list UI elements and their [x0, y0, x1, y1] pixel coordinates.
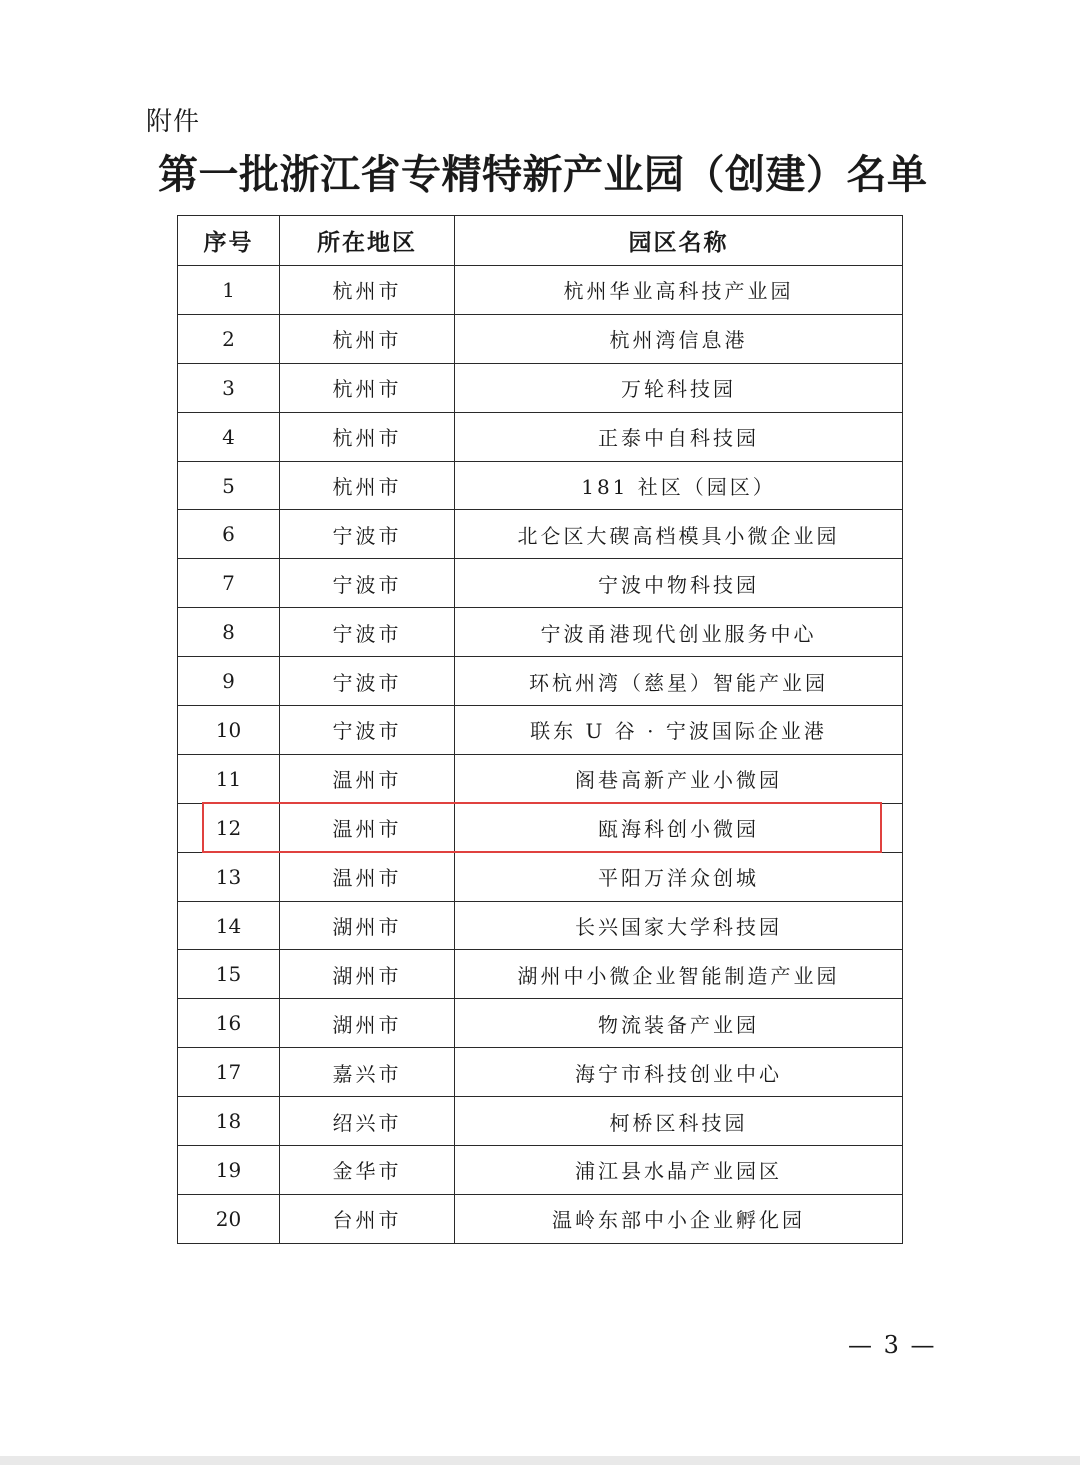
cell-region: 杭州市: [280, 266, 455, 315]
cell-region: 杭州市: [280, 461, 455, 510]
cell-park-name: 瓯海科创小微园: [455, 803, 903, 852]
cell-serial-number: 13: [178, 852, 280, 901]
table-row: [178, 1146, 903, 1195]
cell-serial-number: 11: [178, 754, 280, 803]
cell-serial-number: 15: [178, 950, 280, 999]
cell-park-name: 长兴国家大学科技园: [455, 901, 903, 950]
cell-park-name: 万轮科技园: [455, 363, 903, 412]
cell-region: 宁波市: [280, 706, 455, 755]
table-row: [178, 412, 903, 461]
cell-region: 宁波市: [280, 510, 455, 559]
cell-region: 湖州市: [280, 901, 455, 950]
cell-park-name: 联东 U 谷 · 宁波国际企业港: [455, 706, 903, 755]
cell-region: 宁波市: [280, 657, 455, 706]
cell-serial-number: 9: [178, 657, 280, 706]
cell-park-name: 湖州中小微企业智能制造产业园: [455, 950, 903, 999]
table-row: [178, 608, 903, 657]
header-region: 所在地区: [280, 216, 455, 266]
industrial-park-table: [177, 215, 903, 1244]
table-row: [178, 901, 903, 950]
cell-serial-number: 20: [178, 1194, 280, 1243]
attachment-label: 附件: [146, 107, 201, 137]
cell-park-name: 温岭东部中小企业孵化园: [455, 1194, 903, 1243]
table-row: [178, 266, 903, 315]
table-row: [178, 510, 903, 559]
cell-serial-number: 5: [178, 461, 280, 510]
cell-serial-number: 10: [178, 706, 280, 755]
cell-region: 温州市: [280, 803, 455, 852]
cell-serial-number: 4: [178, 412, 280, 461]
cell-park-name: 宁波甬港现代创业服务中心: [455, 608, 903, 657]
cell-region: 宁波市: [280, 559, 455, 608]
cell-serial-number: 6: [178, 510, 280, 559]
cell-park-name: 宁波中物科技园: [455, 559, 903, 608]
cell-serial-number: 18: [178, 1097, 280, 1146]
cell-park-name: 正泰中自科技园: [455, 412, 903, 461]
table-row: [178, 999, 903, 1048]
cell-park-name: 海宁市科技创业中心: [455, 1048, 903, 1097]
cell-park-name: 物流装备产业园: [455, 999, 903, 1048]
table-row: [178, 754, 903, 803]
cell-serial-number: 19: [178, 1146, 280, 1195]
cell-region: 金华市: [280, 1146, 455, 1195]
cell-serial-number: 12: [178, 803, 280, 852]
cell-region: 嘉兴市: [280, 1048, 455, 1097]
header-serial-number: 序号: [178, 216, 280, 266]
table-row: [178, 852, 903, 901]
cell-region: 杭州市: [280, 363, 455, 412]
table-row: [178, 363, 903, 412]
cell-park-name: 环杭州湾（慈星）智能产业园: [455, 657, 903, 706]
table-row: [178, 1048, 903, 1097]
header-park-name: 园区名称: [455, 216, 903, 266]
cell-serial-number: 16: [178, 999, 280, 1048]
cell-park-name: 平阳万洋众创城: [455, 852, 903, 901]
page-title: 第一批浙江省专精特新产业园（创建）名单: [158, 151, 928, 198]
cell-region: 湖州市: [280, 950, 455, 999]
table-row: [178, 706, 903, 755]
cell-region: 绍兴市: [280, 1097, 455, 1146]
cell-region: 杭州市: [280, 314, 455, 363]
cell-serial-number: 14: [178, 901, 280, 950]
cell-park-name: 柯桥区科技园: [455, 1097, 903, 1146]
cell-region: 温州市: [280, 754, 455, 803]
page-number: — 3 —: [848, 1331, 937, 1359]
cell-park-name: 杭州华业高科技产业园: [455, 266, 903, 315]
table-row: [178, 950, 903, 999]
cell-park-name: 北仑区大碶高档模具小微企业园: [455, 510, 903, 559]
cell-park-name: 浦江县水晶产业园区: [455, 1146, 903, 1195]
table-body: [178, 266, 903, 1244]
cell-region: 温州市: [280, 852, 455, 901]
table-row: [178, 559, 903, 608]
table-row: [178, 1097, 903, 1146]
cell-park-name: 181 社区（园区）: [455, 461, 903, 510]
cell-serial-number: 8: [178, 608, 280, 657]
table-header-row: [178, 216, 903, 266]
cell-region: 宁波市: [280, 608, 455, 657]
cell-serial-number: 3: [178, 363, 280, 412]
cell-region: 杭州市: [280, 412, 455, 461]
table-row: [178, 657, 903, 706]
table-row: [178, 1194, 903, 1243]
cell-serial-number: 2: [178, 314, 280, 363]
cell-serial-number: 7: [178, 559, 280, 608]
cell-park-name: 阁巷高新产业小微园: [455, 754, 903, 803]
cell-serial-number: 17: [178, 1048, 280, 1097]
table-row: [178, 461, 903, 510]
cell-park-name: 杭州湾信息港: [455, 314, 903, 363]
table-row: [178, 314, 903, 363]
cell-serial-number: 1: [178, 266, 280, 315]
cell-region: 湖州市: [280, 999, 455, 1048]
cell-region: 台州市: [280, 1194, 455, 1243]
table-row: [178, 803, 903, 852]
